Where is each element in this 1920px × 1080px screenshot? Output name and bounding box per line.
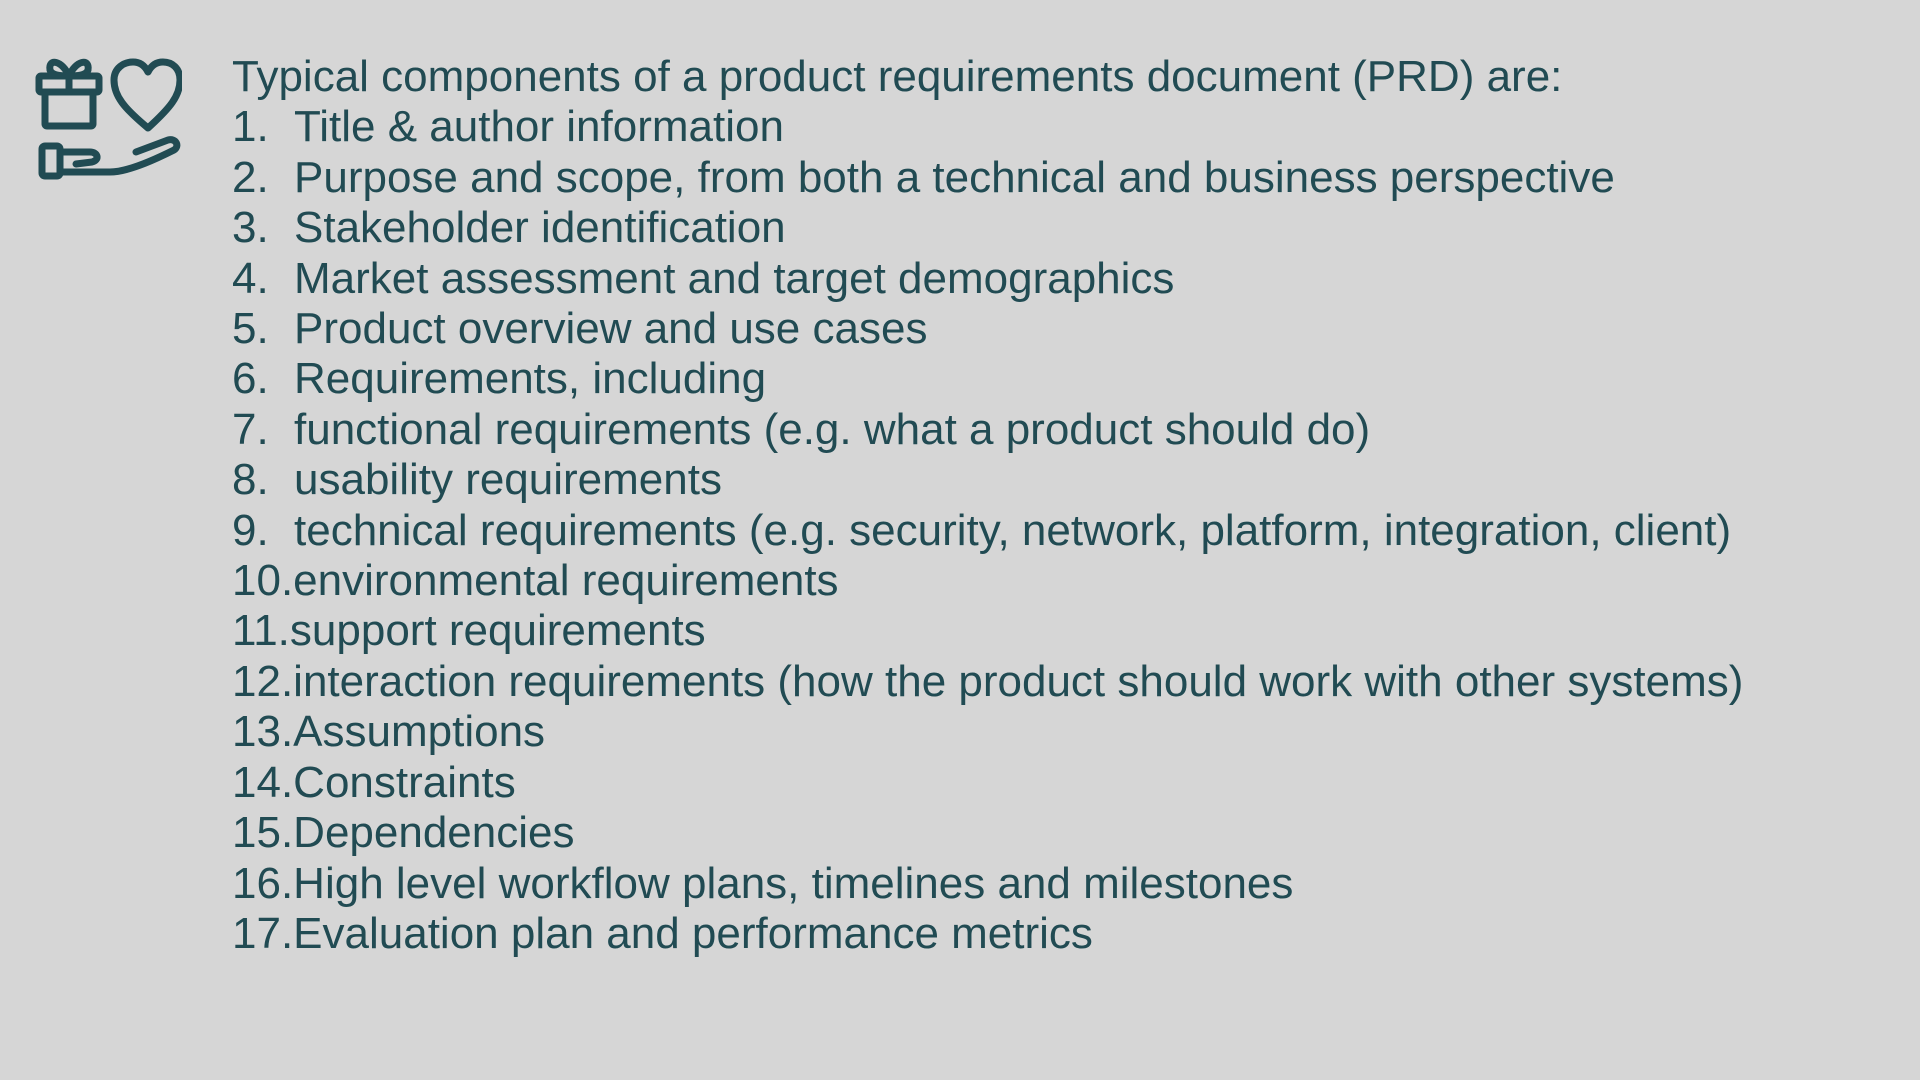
list-text: Dependencies xyxy=(293,808,575,858)
list-item xyxy=(232,405,1892,455)
list-item xyxy=(232,606,1892,656)
intro-text: Typical components of a product requirements document (PRD) are: xyxy=(232,52,1563,101)
list-item xyxy=(232,506,1892,556)
list-text: Assumptions xyxy=(293,707,546,757)
list-number: 16. xyxy=(232,858,294,908)
list-number: 8. xyxy=(232,455,269,505)
list-number: 15. xyxy=(232,808,294,858)
list-text: Market assessment and target demographics xyxy=(294,253,1175,303)
list-number: 17. xyxy=(232,908,294,958)
list-item xyxy=(232,254,1892,304)
list-number: 12. xyxy=(232,656,294,706)
list-number: 1. xyxy=(232,102,269,152)
list-number: 11. xyxy=(232,606,290,656)
list-text: High level workflow plans, timelines and milestones xyxy=(293,858,1294,908)
list-item xyxy=(232,556,1892,606)
list-text: support requirements xyxy=(289,606,706,656)
prd-components-text xyxy=(232,52,1892,959)
list-item xyxy=(232,859,1892,909)
list-number: 4. xyxy=(232,253,269,303)
list-number: 2. xyxy=(232,152,269,202)
gift-heart-hand-icon xyxy=(34,54,182,186)
list-number: 5. xyxy=(232,304,269,354)
list-text: environmental requirements xyxy=(293,556,839,606)
list-item xyxy=(232,304,1892,354)
list-text: Constraints xyxy=(293,757,516,807)
list-item xyxy=(232,203,1892,253)
list-text: Purpose and scope, from both a technical and business perspective xyxy=(294,152,1615,202)
list-text: Product overview and use cases xyxy=(294,304,928,354)
list-item xyxy=(232,758,1892,808)
list-item xyxy=(232,153,1892,203)
list-text: technical requirements (e.g. security, network, platform, integration, client) xyxy=(294,505,1732,555)
list-text: interaction requirements (how the product should work with other systems) xyxy=(293,656,1744,706)
list-number: 3. xyxy=(232,203,269,253)
list-item xyxy=(232,707,1892,757)
list-text: Stakeholder identification xyxy=(294,203,786,253)
list-text: Title & author information xyxy=(294,102,784,152)
list-item xyxy=(232,354,1892,404)
list-number: 13. xyxy=(232,707,294,757)
list-text: Evaluation plan and performance metrics xyxy=(293,908,1093,958)
list-text: Requirements, including xyxy=(294,354,767,404)
list-number: 14. xyxy=(232,757,294,807)
list-item xyxy=(232,455,1892,505)
list-item xyxy=(232,102,1892,152)
list-number: 7. xyxy=(232,404,269,454)
list-item xyxy=(232,657,1892,707)
list-number: 9. xyxy=(232,505,269,555)
component-list xyxy=(232,102,1892,959)
list-number: 10. xyxy=(232,556,294,606)
list-item xyxy=(232,909,1892,959)
list-text: functional requirements (e.g. what a product should do) xyxy=(294,404,1371,454)
list-number: 6. xyxy=(232,354,269,404)
list-item xyxy=(232,808,1892,858)
list-text: usability requirements xyxy=(294,455,722,505)
